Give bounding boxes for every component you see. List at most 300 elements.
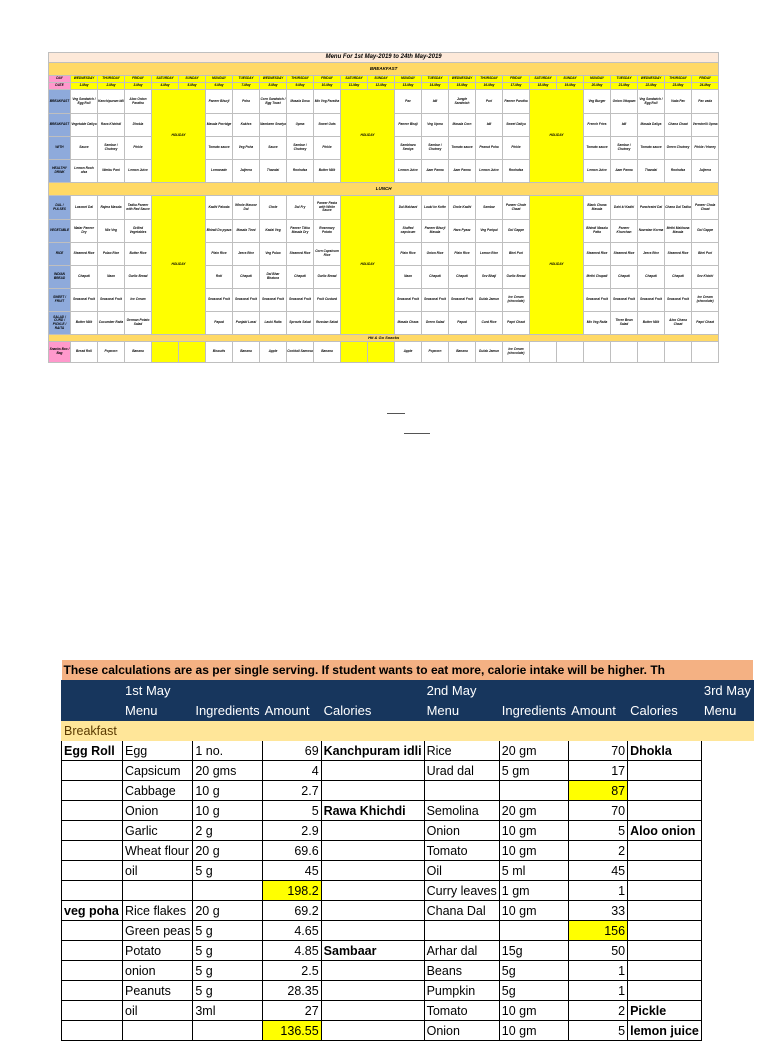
menu-item-cell: Idli (422, 90, 449, 114)
menu-item-cell: Thandai (638, 160, 665, 183)
date-cell: 8-May (260, 83, 287, 90)
menu-item-cell: Idli (476, 114, 503, 137)
date-cell: 2-May (98, 83, 125, 90)
day-name-cell: SUNDAY (179, 76, 206, 83)
amount-value: 15g (499, 941, 568, 961)
calorie-value: 5 (262, 801, 321, 821)
menu-item-cell: Rajma Masala (98, 196, 125, 220)
amount-value: 5 g (193, 961, 262, 981)
menu-item-cell: Matar Paneer Dry (71, 220, 98, 243)
menu-item-cell: Pickle / Honey (692, 137, 719, 160)
day-name-cell: MONDAY (395, 76, 422, 83)
dish-name (628, 901, 702, 921)
meal-row-label: BREAKFAST (49, 114, 71, 137)
meal-row-label: VEGETABLE (49, 220, 71, 243)
amount-value: 2 g (193, 821, 262, 841)
calorie-value: 70 (569, 741, 628, 761)
menu-item-cell: German Potato Salad (125, 312, 152, 335)
date-cell: 17-May (503, 83, 530, 90)
menu-item-cell: Dal Bhar Bhatura (260, 266, 287, 289)
calorie-value: 5 (569, 1021, 628, 1041)
meal-row-label: HEALTHY DRINK (49, 160, 71, 183)
calorie-value: 45 (262, 861, 321, 881)
menu-item-cell: Onion Rice (422, 243, 449, 266)
menu-item-cell: Seasonal Fruit (206, 289, 233, 312)
menu-item-cell: Papad (206, 312, 233, 335)
dish-name (628, 841, 702, 861)
meal-row-label: SALAD / CURD / PICKLE / RAITA (49, 312, 71, 335)
dish-name (62, 981, 123, 1001)
menu-item-cell: Paneer Bhaji (395, 114, 422, 137)
menu-item-cell: Seasonal Fruit (449, 289, 476, 312)
dish-name (321, 781, 424, 801)
holiday-cell: HOLIDAY (341, 90, 395, 183)
date-cell: 23-May (665, 83, 692, 90)
date-cell: 11-May (341, 83, 368, 90)
menu-item-cell: Masala Porridge (206, 114, 233, 137)
menu-item-cell: Three Bean Salad (611, 312, 638, 335)
menu-item-cell: Rosemary Potato (314, 220, 341, 243)
menu-item-cell: Aloo Onion Paratha (125, 90, 152, 114)
amount-value: 5 ml (499, 861, 568, 881)
menu-item-cell: Dhokla (125, 114, 152, 137)
amount-value (499, 921, 568, 941)
menu-item-cell: Navratan Korma (638, 220, 665, 243)
menu-item-cell: Idli (611, 114, 638, 137)
menu-item-cell: Garlic Bread (503, 266, 530, 289)
amount-value: 10 g (193, 781, 262, 801)
divider-line (404, 433, 430, 434)
dish-name (321, 921, 424, 941)
column-header: Menu (424, 701, 499, 721)
menu-item-cell: Veg Upma (422, 114, 449, 137)
dish-name (321, 881, 424, 901)
date-cell: 9-May (287, 83, 314, 90)
ingredient-name: Rice (424, 741, 499, 761)
menu-item-cell: Bhel Puri (692, 243, 719, 266)
menu-item-cell: Onion Uttapam (611, 90, 638, 114)
divider-line (387, 413, 405, 414)
menu-item-cell: Poha (233, 90, 260, 114)
dish-name (321, 821, 424, 841)
snack-item-cell: Banana (449, 342, 476, 363)
ingredient-name: Arhar dal (424, 941, 499, 961)
calorie-value: 198.2 (262, 881, 321, 901)
dish-name: Egg Roll (62, 741, 123, 761)
menu-item-cell: Lasooni Dal (71, 196, 98, 220)
snack-item-cell (611, 342, 638, 363)
menu-item-cell: Dal Makhani (395, 196, 422, 220)
menu-item-cell: Mix Veg (98, 220, 125, 243)
menu-item-cell: Jeera Rice (233, 243, 260, 266)
menu-item-cell: Whole Masoor Dal (233, 196, 260, 220)
day-name-cell: SATURDAY (152, 76, 179, 83)
menu-item-cell: Tomato sauce (206, 137, 233, 160)
calorie-value: 136.55 (262, 1021, 321, 1041)
amount-value (499, 781, 568, 801)
menu-item-cell: Gulab Jamun (476, 289, 503, 312)
amount-value: 5 g (193, 861, 262, 881)
menu-item-cell: Plain Rice (206, 243, 233, 266)
calorie-value: 27 (262, 1001, 321, 1021)
ingredient-name: Rice flakes (123, 901, 193, 921)
menu-item-cell: Sambar (476, 196, 503, 220)
dish-name (321, 981, 424, 1001)
calorie-value: 87 (569, 781, 628, 801)
menu-item-cell: Corn Sandwich / Egg Toast (260, 90, 287, 114)
dish-name (321, 761, 424, 781)
date-cell: 21-May (611, 83, 638, 90)
dish-name (628, 801, 702, 821)
menu-item-cell: Steamed Rice (611, 243, 638, 266)
date-cell: 19-May (557, 83, 584, 90)
menu-item-cell: Chole (260, 196, 287, 220)
date-cell: 20-May (584, 83, 611, 90)
calorie-table (61, 660, 754, 1041)
amount-value: 3ml (193, 1001, 262, 1021)
ingredient-name: Beans (424, 961, 499, 981)
dish-name: Kanchpuram idli (321, 741, 424, 761)
menu-item-cell: Veg Sandwich / Egg Roll (71, 90, 98, 114)
dish-name (628, 921, 702, 941)
ingredient-name (123, 881, 193, 901)
calorie-value: 69 (262, 741, 321, 761)
snack-item-cell (530, 342, 557, 363)
menu-item-cell: Lemon Rooh afza (71, 160, 98, 183)
menu-item-cell: Sambar / Chutney (422, 137, 449, 160)
amount-value: 5g (499, 981, 568, 1001)
lunch-section-header: LUNCH (49, 183, 719, 196)
menu-item-cell: Kadhi Pakoda (206, 196, 233, 220)
menu-item-cell: Sauce (71, 137, 98, 160)
day-name-cell: SUNDAY (368, 76, 395, 83)
snack-item-cell (368, 342, 395, 363)
serving-note: These calculations are as per single serving. If student wants to eat more, calorie intake will be higher. Th (62, 660, 754, 681)
menu-item-cell: Pav (395, 90, 422, 114)
date-row-label: DATE (49, 83, 71, 90)
menu-item-cell: Steamed Rice (71, 243, 98, 266)
menu-item-cell: Plain Rice (395, 243, 422, 266)
menu-item-cell: Mix Veg Raita (584, 312, 611, 335)
meal-row-label: WITH (49, 137, 71, 160)
menu-item-cell: Chapati (233, 266, 260, 289)
calorie-value: 2.9 (262, 821, 321, 841)
menu-item-cell: Seasonal Fruit (665, 289, 692, 312)
dish-name (321, 961, 424, 981)
ingredient-name: Tomato (424, 841, 499, 861)
date-cell: 12-May (368, 83, 395, 90)
menu-item-cell: Methi Chapati (584, 266, 611, 289)
menu-item-cell: Stuffed capsicum (395, 220, 422, 243)
menu-item-cell: Seasonal Fruit (638, 289, 665, 312)
ingredient-name: Oil (424, 861, 499, 881)
meal-row-label: RICE (49, 243, 71, 266)
ingredient-name: Tomato (424, 1001, 499, 1021)
dish-name (62, 1001, 123, 1021)
menu-item-cell: Paneer Chole Chaat (503, 196, 530, 220)
menu-item-cell: Black Chana Masala (584, 196, 611, 220)
menu-item-cell: Sauce (260, 137, 287, 160)
menu-item-cell: Steamed Rice (584, 243, 611, 266)
dish-name (62, 761, 123, 781)
dish-name (321, 1001, 424, 1021)
menu-item-cell: Lauki ke Kofte (422, 196, 449, 220)
menu-item-cell: Kadai Veg (260, 220, 287, 243)
column-header: Ingredients (193, 701, 262, 721)
menu-item-cell: Seasonal Fruit (584, 289, 611, 312)
day-header-2: 2nd May (424, 681, 701, 701)
menu-item-cell: Veg Poha (233, 137, 260, 160)
ingredient-name: Urad dal (424, 761, 499, 781)
day-name-cell: FRIDAY (503, 76, 530, 83)
header-spacer (62, 681, 123, 701)
menu-item-cell: Hara Pyaaz (449, 220, 476, 243)
menu-item-cell: Lauki Raita (260, 312, 287, 335)
menu-item-cell: Bhel Puri (503, 243, 530, 266)
meal-row-label: SWEET / FRUIT (49, 289, 71, 312)
snack-item-cell: Apple (395, 342, 422, 363)
snack-item-cell: Banana (314, 342, 341, 363)
dish-name: Rawa Khichdi (321, 801, 424, 821)
menu-item-cell: Lemon Juice (125, 160, 152, 183)
ingredient-name: Green peas (123, 921, 193, 941)
amount-value: 20 g (193, 901, 262, 921)
menu-item-cell: Plain Rice (449, 243, 476, 266)
menu-item-cell: Corn Capsicum Rice (314, 243, 341, 266)
snack-item-cell: Bread Roll (71, 342, 98, 363)
ingredient-name: Egg (123, 741, 193, 761)
column-header: Amount (262, 701, 321, 721)
menu-item-cell: Papri Chaat (692, 312, 719, 335)
calorie-value: 17 (569, 761, 628, 781)
calorie-value: 45 (569, 861, 628, 881)
snack-item-cell (692, 342, 719, 363)
snack-item-cell: Ice Cream (chocolate) (503, 342, 530, 363)
ingredient-name: Capsicum (123, 761, 193, 781)
menu-item-cell: Veg Paripal (476, 220, 503, 243)
menu-item-cell: Green Chutney (665, 137, 692, 160)
date-cell: 7-May (233, 83, 260, 90)
dish-name: lemon juice (628, 1021, 702, 1041)
menu-item-cell: Jaljeera (233, 160, 260, 183)
ingredient-name: oil (123, 1001, 193, 1021)
header-spacer (62, 701, 123, 721)
day-name-cell: WEDNESDAY (71, 76, 98, 83)
menu-item-cell: Curd Rice (476, 312, 503, 335)
menu-item-cell: Pickle (314, 137, 341, 160)
dish-name (62, 941, 123, 961)
menu-item-cell: Garlic Bread (314, 266, 341, 289)
amount-value: 5 g (193, 981, 262, 1001)
date-cell: 4-May (152, 83, 179, 90)
meal-row-label: DAL / PULSES (49, 196, 71, 220)
dish-name (628, 941, 702, 961)
menu-item-cell: Namkeen Sewiya (260, 114, 287, 137)
ingredient-name: Garlic (123, 821, 193, 841)
day-name-cell: THURSDAY (665, 76, 692, 83)
menu-item-cell: Lemon Juice (395, 160, 422, 183)
menu-item-cell: Kakhra (233, 114, 260, 137)
snack-item-cell (152, 342, 179, 363)
menu-item-cell: Aloo Chana Chaat (665, 312, 692, 335)
calorie-value: 2.7 (262, 781, 321, 801)
menu-item-cell: Butter Milk (71, 312, 98, 335)
menu-item-cell: Jeera Rice (638, 243, 665, 266)
menu-item-cell: Ice Cream (chocolate) (692, 289, 719, 312)
dish-name (321, 861, 424, 881)
snack-item-cell: Popcorn (98, 342, 125, 363)
menu-item-cell: Steamed Rice (287, 243, 314, 266)
calorie-value: 4 (262, 761, 321, 781)
menu-item-cell: Ice Cream (125, 289, 152, 312)
ingredient-name: Curry leaves (424, 881, 499, 901)
menu-item-cell: Chole Kadhi (449, 196, 476, 220)
menu-item-cell: Dahi ki Kadhi (611, 196, 638, 220)
calorie-value: 69.6 (262, 841, 321, 861)
menu-item-cell: Sambar / Chutney (611, 137, 638, 160)
dish-name: veg poha (62, 901, 123, 921)
menu-item-cell: Lemon Juice (584, 160, 611, 183)
amount-value: 10 gm (499, 841, 568, 861)
menu-item-cell: Sprouts Salad (287, 312, 314, 335)
date-cell: 18-May (530, 83, 557, 90)
snack-item-cell (665, 342, 692, 363)
breakfast-label: Breakfast (62, 721, 754, 741)
ingredient-name: oil (123, 861, 193, 881)
dish-name (628, 961, 702, 981)
menu-item-cell: Veg Pulao (260, 243, 287, 266)
menu-item-cell: Butter Milk (638, 312, 665, 335)
menu-item-cell: Puri (476, 90, 503, 114)
menu-item-cell: Pickle (125, 137, 152, 160)
dish-name (62, 861, 123, 881)
day-name-cell: FRIDAY (692, 76, 719, 83)
calorie-value: 1 (569, 961, 628, 981)
calorie-value: 2 (569, 1001, 628, 1021)
ingredient-name: Peanuts (123, 981, 193, 1001)
menu-item-cell: Lemon Juice (476, 160, 503, 183)
dish-name (62, 781, 123, 801)
day-name-cell: TUESDAY (611, 76, 638, 83)
menu-item-cell: Punjabi Lassi (233, 312, 260, 335)
menu-item-cell: Seasonal Fruit (422, 289, 449, 312)
day-name-cell: SATURDAY (530, 76, 557, 83)
menu-item-cell: Jungle Sandwich (449, 90, 476, 114)
menu-item-cell: Naan (395, 266, 422, 289)
day-name-cell: THURSDAY (98, 76, 125, 83)
menu-item-cell: Chapati (71, 266, 98, 289)
dish-name (628, 761, 702, 781)
menu-item-cell: Butter Rice (125, 243, 152, 266)
amount-value: 10 gm (499, 901, 568, 921)
calorie-value: 5 (569, 821, 628, 841)
day-name-cell: THURSDAY (476, 76, 503, 83)
menu-item-cell: Paneer Chola Chaat (692, 196, 719, 220)
menu-item-cell: Sambar / Chutney (287, 137, 314, 160)
ingredient-name: Wheat flour (123, 841, 193, 861)
menu-item-cell: Butter Milk (314, 160, 341, 183)
date-cell: 3-May (125, 83, 152, 90)
column-header: Ingredients (499, 701, 568, 721)
menu-item-cell: Aam Panna (611, 160, 638, 183)
menu-item-cell: Roohafza (503, 160, 530, 183)
date-cell: 13-May (395, 83, 422, 90)
column-header: Calories (628, 701, 702, 721)
date-cell: 14-May (422, 83, 449, 90)
day-name-cell: THURSDAY (287, 76, 314, 83)
menu-item-cell: Seasonal Fruit (395, 289, 422, 312)
menu-item-cell: Pulao Rice (98, 243, 125, 266)
amount-value: 10 gm (499, 1021, 568, 1041)
menu-item-cell: Chana Chaat (665, 114, 692, 137)
day-name-cell: SUNDAY (557, 76, 584, 83)
calorie-value: 4.65 (262, 921, 321, 941)
menu-item-cell: Seasonal Fruit (611, 289, 638, 312)
snack-item-cell: Apple (260, 342, 287, 363)
menu-item-cell: Aam Panna (422, 160, 449, 183)
snack-item-cell (638, 342, 665, 363)
menu-item-cell: Thandai (260, 160, 287, 183)
snack-item-cell (341, 342, 368, 363)
amount-value: 20 g (193, 841, 262, 861)
calorie-value: 4.85 (262, 941, 321, 961)
menu-item-cell: Ice Cream (chocolate) (503, 289, 530, 312)
ingredient-name: onion (123, 961, 193, 981)
holiday-cell: HOLIDAY (152, 196, 206, 335)
snack-item-cell: Cocktail Samosa (287, 342, 314, 363)
holiday-cell: HOLIDAY (341, 196, 395, 335)
dish-name (62, 881, 123, 901)
breakfast-section-header: BREAKFAST (49, 63, 719, 76)
date-cell: 1-May (71, 83, 98, 90)
menu-item-cell: Seasonal Fruit (71, 289, 98, 312)
ingredient-name (424, 781, 499, 801)
day-name-cell: FRIDAY (125, 76, 152, 83)
amount-value: 5g (499, 961, 568, 981)
menu-item-cell: Bhindi Do pyaza (206, 220, 233, 243)
menu-item-cell: Papad (449, 312, 476, 335)
menu-item-cell: Garlic Bread (125, 266, 152, 289)
menu-item-cell: Paneer Khurchan (611, 220, 638, 243)
ingredient-name: Pumpkin (424, 981, 499, 1001)
menu-item-cell: Roohafza (287, 160, 314, 183)
menu-item-cell: Mix Veg Paratha (314, 90, 341, 114)
menu-item-cell: Chapati (665, 266, 692, 289)
menu-item-cell: Upma (287, 114, 314, 137)
menu-item-cell: Masala Corn (449, 114, 476, 137)
holiday-cell: HOLIDAY (530, 196, 584, 335)
menu-item-cell: Chapati (422, 266, 449, 289)
dish-name (628, 781, 702, 801)
calorie-value: 2.5 (262, 961, 321, 981)
menu-item-cell: Paneer Bhurji (206, 90, 233, 114)
menu-item-cell: Chapati (449, 266, 476, 289)
holiday-cell: HOLIDAY (152, 90, 206, 183)
amount-value: 20 gm (499, 741, 568, 761)
ingredient-name (424, 921, 499, 941)
dish-name (62, 841, 123, 861)
day-name-cell: MONDAY (206, 76, 233, 83)
menu-table (48, 52, 719, 363)
dish-name (321, 841, 424, 861)
day-name-cell: WEDNESDAY (260, 76, 287, 83)
day-name-cell: MONDAY (584, 76, 611, 83)
menu-item-cell: Aam Panna (449, 160, 476, 183)
menu-item-cell: Peanut Poha (476, 137, 503, 160)
menu-item-cell: Tadka Paneer with Red Sauce (125, 196, 152, 220)
menu-title: Menu For 1st May-2019 to 24th May-2019 (49, 53, 719, 63)
menu-item-cell: Kanchipuram idli (98, 90, 125, 114)
